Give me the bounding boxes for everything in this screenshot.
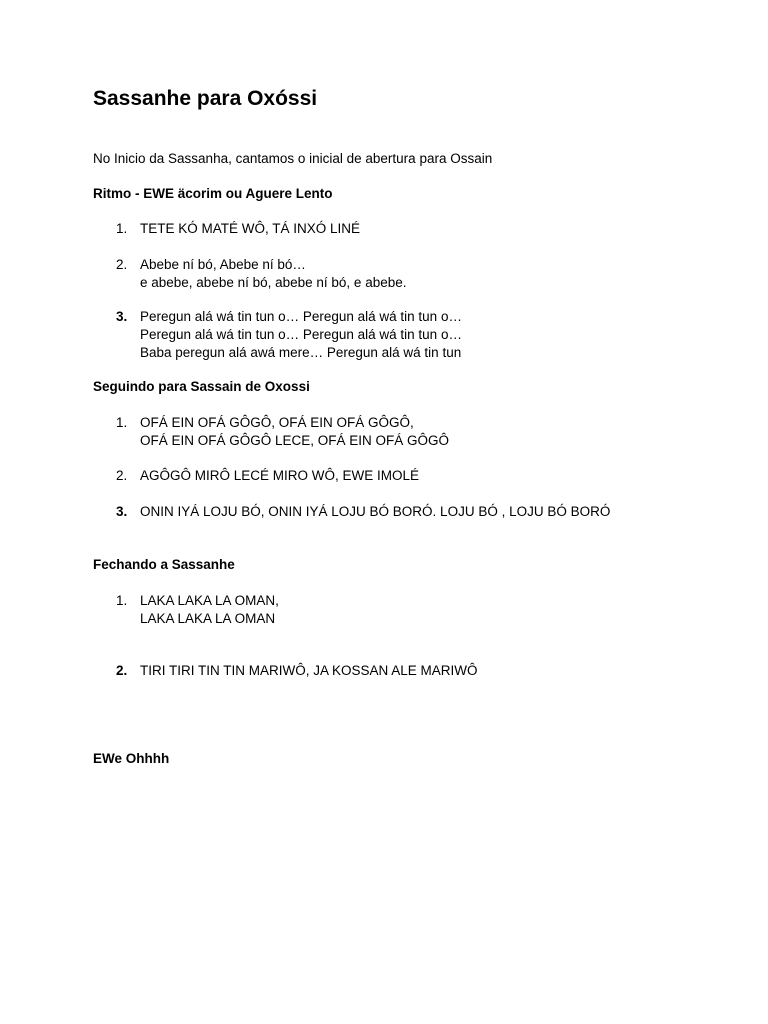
list-line: TETE KÓ MATÉ WÔ, TÁ INXÓ LINÉ xyxy=(140,221,361,236)
list-number: 1. xyxy=(116,221,128,236)
list-line: ONIN IYÁ LOJU BÓ, ONIN IYÁ LOJU BÓ BORÓ. LOJU BÓ , LOJU BÓ BORÓ xyxy=(140,504,611,519)
section-heading-ritmo: Ritmo - EWE äcorim ou Aguere Lento xyxy=(93,186,333,201)
list-line: Abebe ní bó, Abebe ní bó… xyxy=(140,257,306,272)
list-number: 2. xyxy=(116,257,128,272)
list-number: 1. xyxy=(116,415,128,430)
list-number: 3. xyxy=(116,504,128,519)
list-item-1 xyxy=(116,220,360,238)
list-item-1 xyxy=(116,592,279,628)
list-item-2 xyxy=(116,662,478,680)
list-item-2 xyxy=(116,467,419,485)
list-line: OFÁ EIN OFÁ GÔGÔ, OFÁ EIN OFÁ GÔGÔ, xyxy=(140,415,414,430)
list-item-3 xyxy=(116,503,610,521)
section-heading-seguindo: Seguindo para Sassain de Oxossi xyxy=(93,379,310,394)
intro-paragraph: No Inicio da Sassanha, cantamos o inicial de abertura para Ossain xyxy=(93,151,493,166)
list-line: OFÁ EIN OFÁ GÔGÔ LECE, OFÁ EIN OFÁ GÔGÔ xyxy=(140,433,450,448)
list-item-3 xyxy=(116,308,462,362)
section-heading-fechando: Fechando a Sassanhe xyxy=(93,557,235,572)
list-line: Baba peregun alá awá mere… Peregun alá wá tin tun xyxy=(140,345,462,360)
list-line: AGÔGÔ MIRÔ LECÉ MIRO WÔ, EWE IMOLÉ xyxy=(140,468,420,483)
document-title: Sassanhe para Oxóssi xyxy=(93,87,318,110)
list-line: LAKA LAKA LA OMAN, xyxy=(140,593,279,608)
list-number: 1. xyxy=(116,593,128,608)
list-line: TIRI TIRI TIN TIN MARIWÔ, JA KOSSAN ALE MARIWÔ xyxy=(140,663,478,678)
list-line: Peregun alá wá tin tun o… Peregun alá wá tin tun o… xyxy=(140,309,462,324)
list-item-1 xyxy=(116,414,449,450)
list-number: 3. xyxy=(116,309,128,324)
list-item-2 xyxy=(116,256,407,292)
list-line: Peregun alá wá tin tun o… Peregun alá wá tin tun o… xyxy=(140,327,462,342)
list-number: 2. xyxy=(116,663,128,678)
list-line: LAKA LAKA LA OMAN xyxy=(140,611,276,626)
closing-line: EWe Ohhhh xyxy=(93,751,170,766)
list-line: e abebe, abebe ní bó, abebe ní bó, e abebe. xyxy=(140,275,407,290)
list-number: 2. xyxy=(116,468,128,483)
